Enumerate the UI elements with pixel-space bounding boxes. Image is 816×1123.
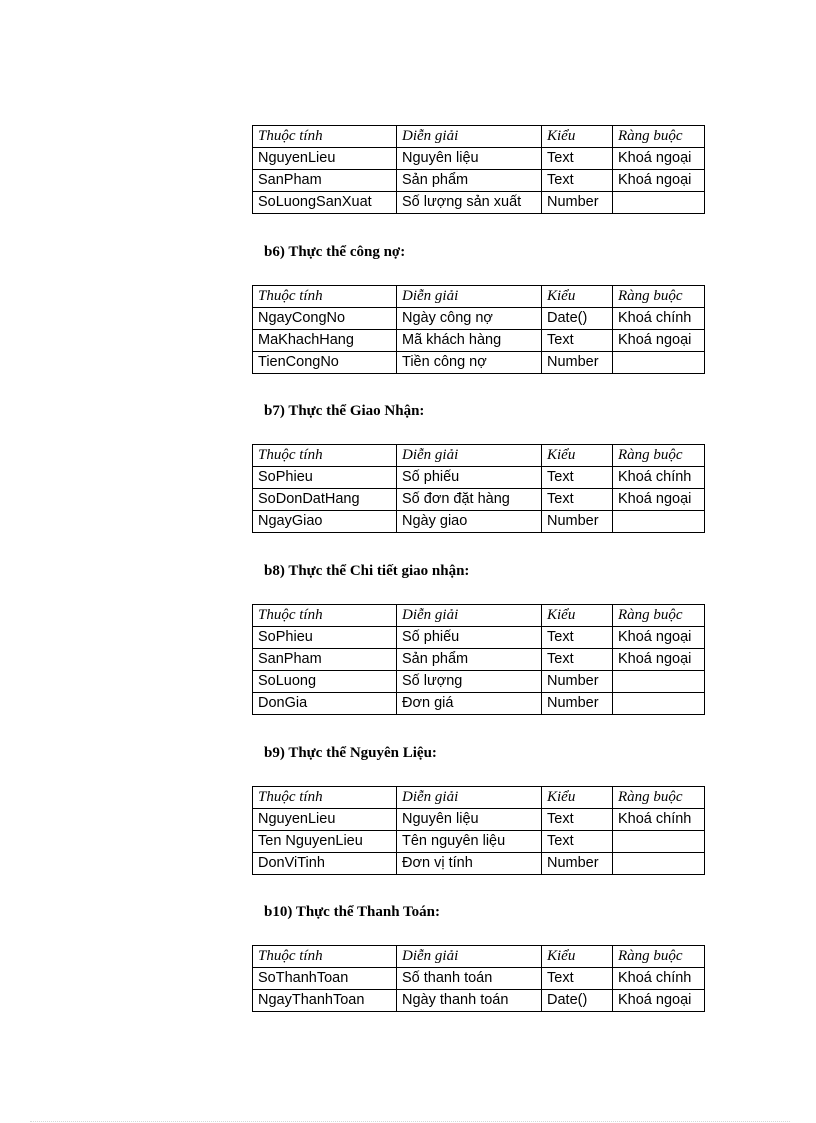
cell-attribute: SanPham (253, 170, 397, 192)
cell-description: Số lượng (397, 671, 542, 693)
table-row (253, 809, 705, 831)
header-attribute: Thuộc tính (253, 605, 397, 627)
table-row (253, 627, 705, 649)
cell-description: Sản phẩm (397, 649, 542, 671)
table-row (253, 831, 705, 853)
section-heading-b7: b7) Thực thể Giao Nhận: (264, 403, 425, 419)
cell-constraint: Khoá chính (613, 809, 705, 831)
cell-constraint: Khoá ngoại (613, 170, 705, 192)
cell-constraint: Khoá chính (613, 968, 705, 990)
table-row (253, 649, 705, 671)
cell-description: Số phiếu (397, 627, 542, 649)
cell-attribute: TienCongNo (253, 352, 397, 374)
table-block-5 (252, 945, 705, 1012)
section-heading-b8: b8) Thực thể Chi tiết giao nhận: (264, 563, 470, 579)
cell-type: Text (542, 170, 613, 192)
entity-table (252, 285, 705, 374)
header-constraint: Ràng buộc (613, 126, 705, 148)
cell-attribute: SoPhieu (253, 627, 397, 649)
cell-description: Nguyên liệu (397, 809, 542, 831)
table-header-row (253, 946, 705, 968)
cell-attribute: NguyenLieu (253, 809, 397, 831)
header-type: Kiểu (542, 445, 613, 467)
section-heading-b9: b9) Thực thể Nguyên Liệu: (264, 745, 437, 761)
header-type: Kiểu (542, 286, 613, 308)
cell-description: Số lượng sản xuất (397, 192, 542, 214)
cell-description: Ngày công nợ (397, 308, 542, 330)
table-row (253, 170, 705, 192)
cell-attribute: SoThanhToan (253, 968, 397, 990)
cell-attribute: SoLuongSanXuat (253, 192, 397, 214)
cell-constraint (613, 693, 705, 715)
cell-attribute: NguyenLieu (253, 148, 397, 170)
table-row (253, 853, 705, 875)
cell-constraint (613, 853, 705, 875)
table-block-2 (252, 444, 705, 533)
table-row (253, 489, 705, 511)
cell-constraint (613, 352, 705, 374)
table-header-row (253, 605, 705, 627)
table-block-1 (252, 285, 705, 374)
header-description: Diễn giải (397, 286, 542, 308)
cell-constraint: Khoá chính (613, 308, 705, 330)
header-description: Diễn giải (397, 946, 542, 968)
cell-description: Ngày thanh toán (397, 990, 542, 1012)
header-attribute: Thuộc tính (253, 946, 397, 968)
table-row (253, 968, 705, 990)
header-constraint: Ràng buộc (613, 787, 705, 809)
table-header-row (253, 445, 705, 467)
table-row (253, 511, 705, 533)
table-block-3 (252, 604, 705, 715)
cell-attribute: NgayCongNo (253, 308, 397, 330)
cell-type: Number (542, 511, 613, 533)
header-description: Diễn giải (397, 445, 542, 467)
cell-description: Số phiếu (397, 467, 542, 489)
cell-type: Text (542, 831, 613, 853)
cell-type: Date() (542, 990, 613, 1012)
cell-attribute: NgayGiao (253, 511, 397, 533)
table-header-row (253, 126, 705, 148)
entity-table (252, 444, 705, 533)
section-heading-b10: b10) Thực thể Thanh Toán: (264, 904, 441, 920)
cell-attribute: Ten NguyenLieu (253, 831, 397, 853)
table-block-0 (252, 125, 705, 214)
cell-type: Number (542, 352, 613, 374)
cell-attribute: SoLuong (253, 671, 397, 693)
cell-type: Text (542, 148, 613, 170)
cell-constraint: Khoá ngoại (613, 627, 705, 649)
table-row (253, 308, 705, 330)
entity-table (252, 945, 705, 1012)
header-constraint: Ràng buộc (613, 445, 705, 467)
header-type: Kiểu (542, 126, 613, 148)
cell-constraint: Khoá ngoại (613, 330, 705, 352)
entity-table (252, 786, 705, 875)
cell-type: Text (542, 489, 613, 511)
entity-table (252, 125, 705, 214)
cell-attribute: SanPham (253, 649, 397, 671)
header-constraint: Ràng buộc (613, 946, 705, 968)
cell-constraint: Khoá ngoại (613, 649, 705, 671)
header-attribute: Thuộc tính (253, 126, 397, 148)
cell-type: Text (542, 809, 613, 831)
cell-type: Text (542, 649, 613, 671)
header-constraint: Ràng buộc (613, 605, 705, 627)
table-row (253, 467, 705, 489)
header-description: Diễn giải (397, 126, 542, 148)
cell-constraint: Khoá ngoại (613, 148, 705, 170)
cell-description: Tiền công nợ (397, 352, 542, 374)
cell-type: Text (542, 330, 613, 352)
cell-attribute: NgayThanhToan (253, 990, 397, 1012)
cell-type: Number (542, 671, 613, 693)
header-attribute: Thuộc tính (253, 286, 397, 308)
cell-type: Number (542, 693, 613, 715)
table-block-4 (252, 786, 705, 875)
table-row (253, 148, 705, 170)
header-type: Kiểu (542, 605, 613, 627)
cell-constraint (613, 511, 705, 533)
header-attribute: Thuộc tính (253, 445, 397, 467)
table-row (253, 693, 705, 715)
header-constraint: Ràng buộc (613, 286, 705, 308)
table-row (253, 330, 705, 352)
table-row (253, 352, 705, 374)
cell-attribute: SoDonDatHang (253, 489, 397, 511)
cell-type: Number (542, 192, 613, 214)
cell-type: Text (542, 467, 613, 489)
cell-constraint: Khoá ngoại (613, 489, 705, 511)
cell-description: Số thanh toán (397, 968, 542, 990)
cell-constraint: Khoá chính (613, 467, 705, 489)
cell-description: Nguyên liệu (397, 148, 542, 170)
header-type: Kiểu (542, 787, 613, 809)
cell-description: Sản phẩm (397, 170, 542, 192)
table-header-row (253, 787, 705, 809)
header-description: Diễn giải (397, 787, 542, 809)
page-bottom-border (30, 1121, 790, 1122)
cell-description: Đơn giá (397, 693, 542, 715)
cell-constraint (613, 192, 705, 214)
table-row (253, 671, 705, 693)
cell-description: Mã khách hàng (397, 330, 542, 352)
cell-attribute: SoPhieu (253, 467, 397, 489)
header-type: Kiểu (542, 946, 613, 968)
cell-attribute: DonGia (253, 693, 397, 715)
table-header-row (253, 286, 705, 308)
cell-constraint: Khoá ngoại (613, 990, 705, 1012)
cell-description: Ngày giao (397, 511, 542, 533)
cell-description: Số đơn đặt hàng (397, 489, 542, 511)
cell-attribute: DonViTinh (253, 853, 397, 875)
cell-type: Date() (542, 308, 613, 330)
cell-description: Tên nguyên liệu (397, 831, 542, 853)
cell-type: Text (542, 968, 613, 990)
cell-constraint (613, 831, 705, 853)
header-description: Diễn giải (397, 605, 542, 627)
table-row (253, 192, 705, 214)
cell-attribute: MaKhachHang (253, 330, 397, 352)
table-row (253, 990, 705, 1012)
header-attribute: Thuộc tính (253, 787, 397, 809)
cell-type: Number (542, 853, 613, 875)
section-heading-b6: b6) Thực thể công nợ: (264, 244, 406, 260)
cell-description: Đơn vị tính (397, 853, 542, 875)
entity-table (252, 604, 705, 715)
cell-type: Text (542, 627, 613, 649)
cell-constraint (613, 671, 705, 693)
